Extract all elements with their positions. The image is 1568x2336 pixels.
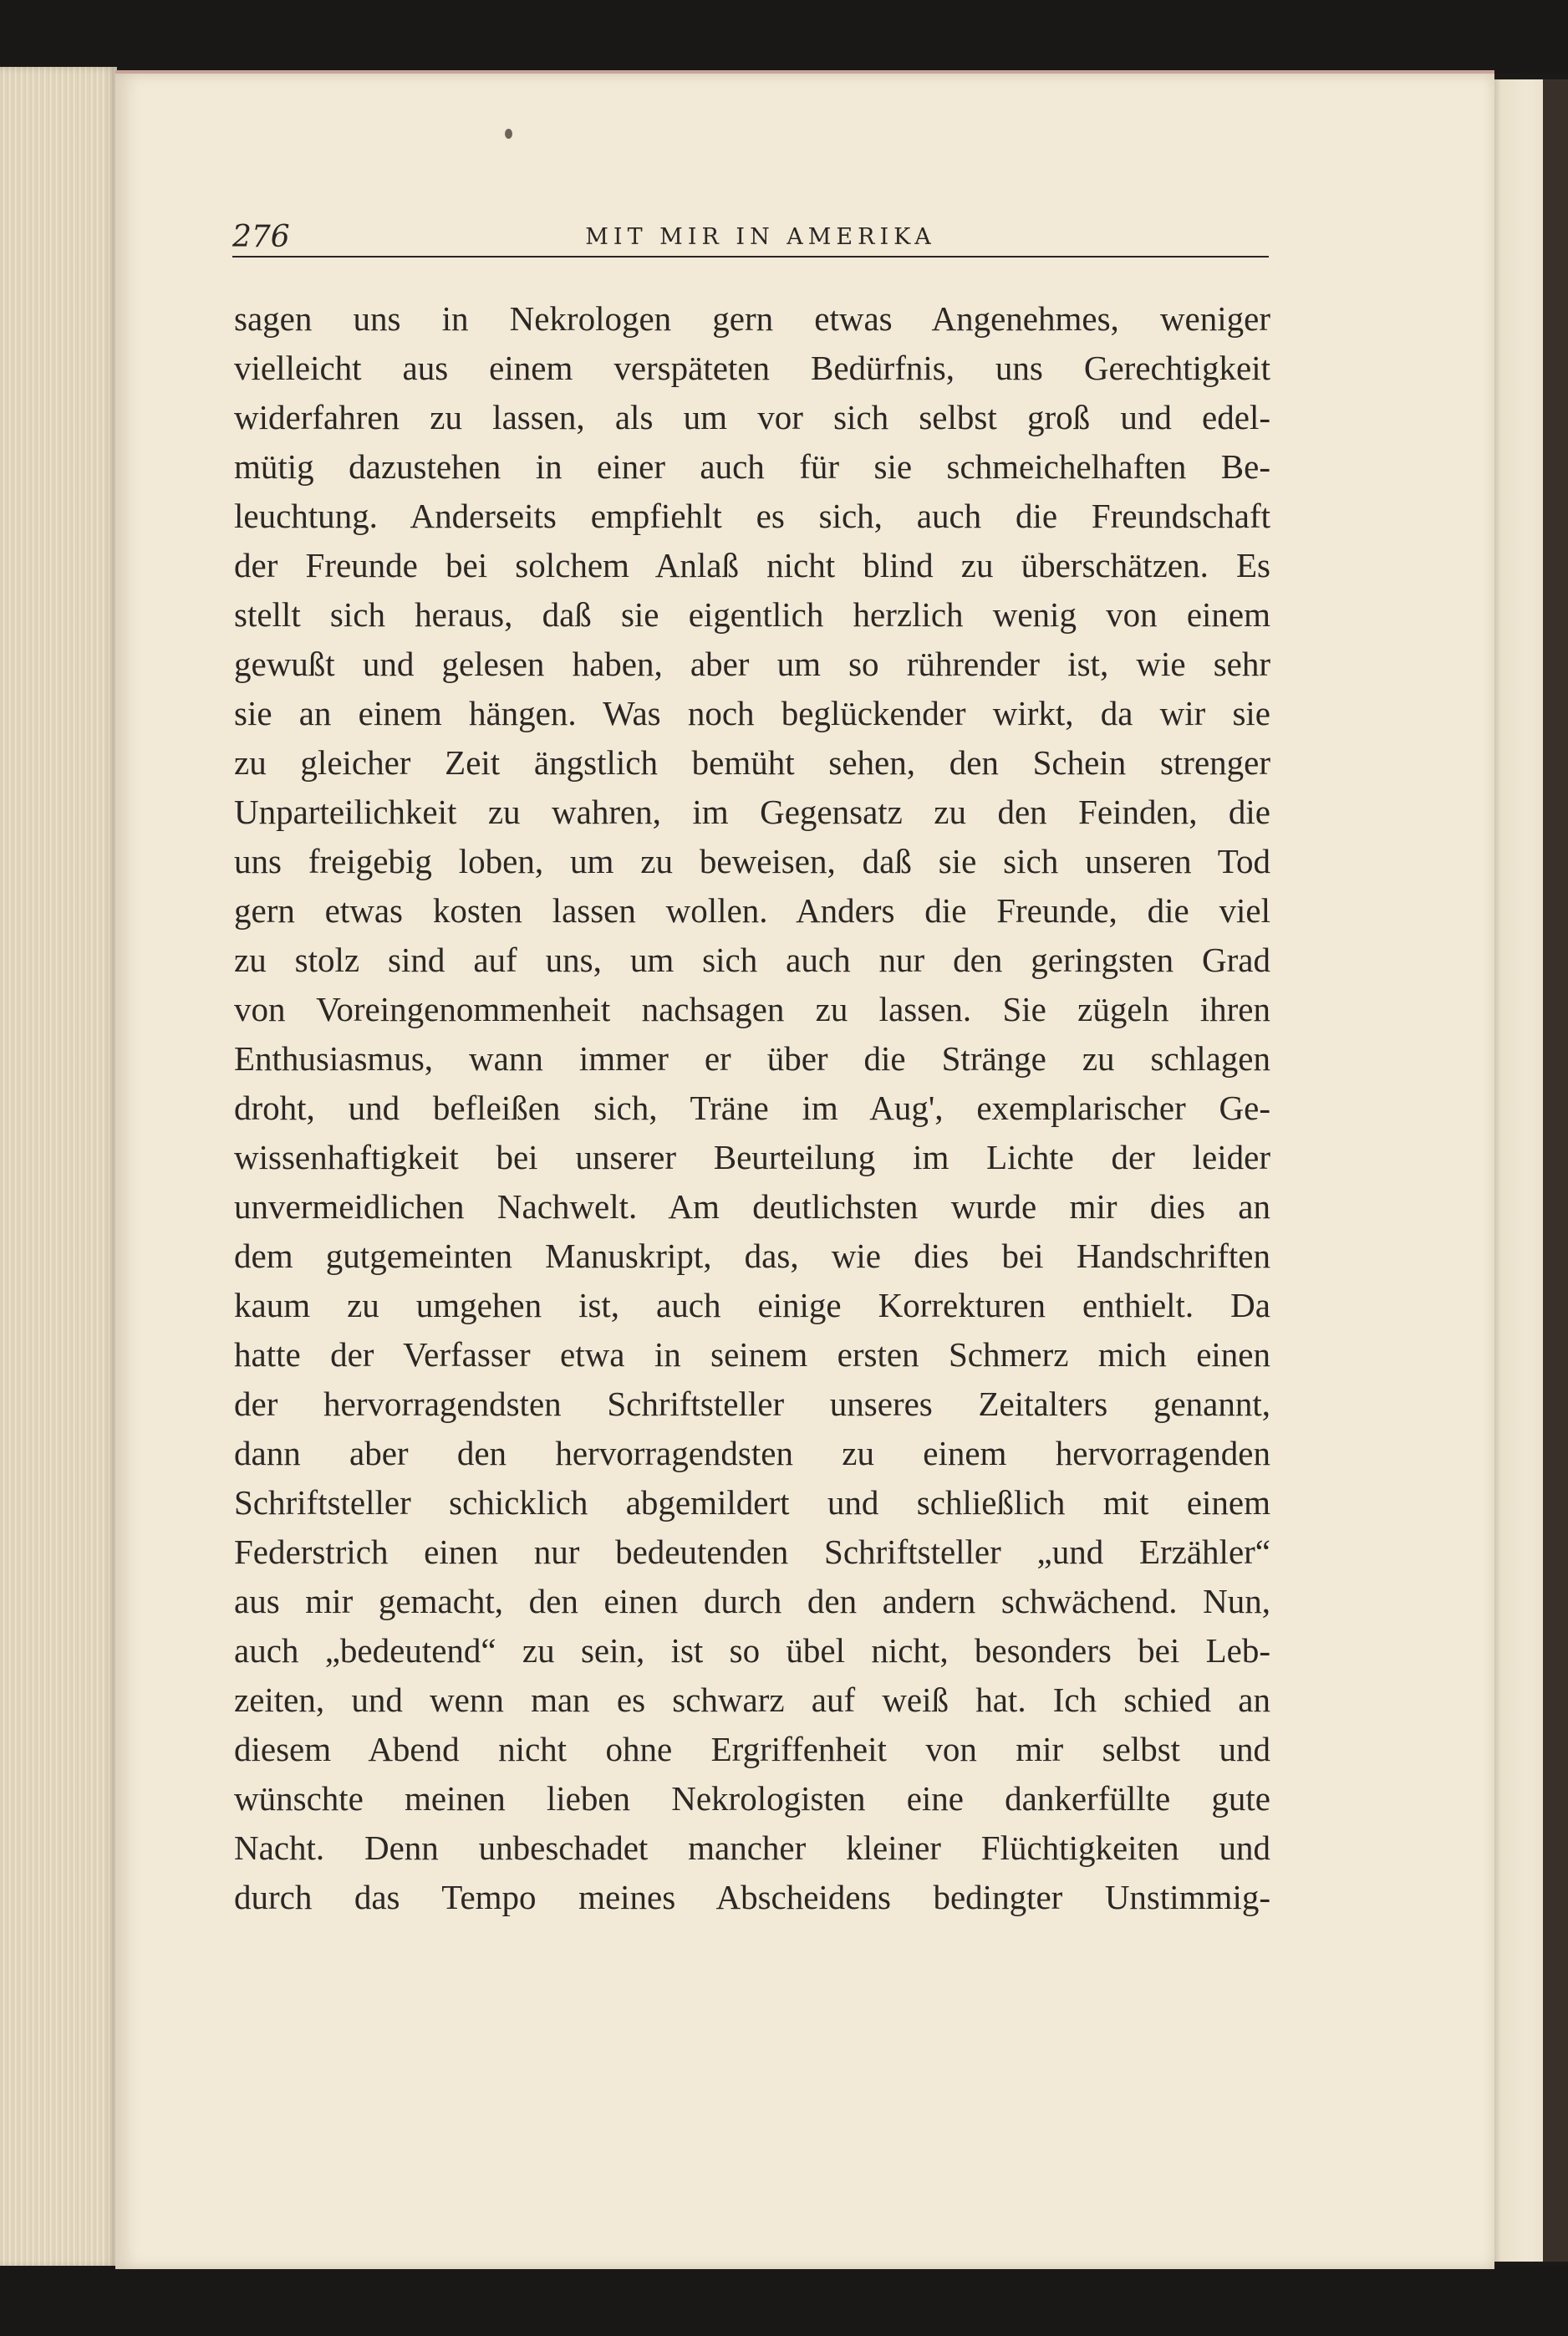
text-line: Enthusiasmus, wann immer er über die Stränge zu schlagen <box>234 1039 1270 1078</box>
text-line: vielleicht aus einem verspäteten Bedürfnis, uns Gerechtigkeit <box>234 349 1270 387</box>
text-line: gern etwas kosten lassen wollen. Anders die Freunde, die viel <box>234 891 1270 930</box>
text-line: von Voreingenommenheit nachsagen zu lassen. Sie zügeln ihren <box>234 990 1270 1028</box>
text-line: auch „bedeutend“ zu sein, ist so übel nicht, besonders bei Leb- <box>234 1631 1270 1670</box>
text-line: hatte der Verfasser etwa in seinem ersten Schmerz mich einen <box>234 1335 1270 1374</box>
background-top <box>0 0 1568 74</box>
text-line: sagen uns in Nekrologen gern etwas Angenehmes, weniger <box>234 299 1270 338</box>
text-line: dann aber den hervorragendsten zu einem hervorragenden <box>234 1434 1270 1472</box>
text-line: zu gleicher Zeit ängstlich bemüht sehen, den Schein strenger <box>234 743 1270 782</box>
text-line: Federstrich einen nur bedeutenden Schriftsteller „und Erzähler“ <box>234 1533 1270 1571</box>
text-line: zu stolz sind auf uns, um sich auch nur den geringsten Grad <box>234 941 1270 979</box>
header-rule <box>232 256 1269 258</box>
running-head <box>232 216 1389 259</box>
text-line: der hervorragendsten Schriftsteller unseres Zeitalters genannt, <box>234 1385 1270 1423</box>
running-title: MIT MIR IN AMERIKA <box>585 224 936 250</box>
background-bottom <box>0 2266 1568 2336</box>
text-line: wissenhaftigkeit bei unserer Beurteilung im Lichte der leider <box>234 1138 1270 1176</box>
text-line: durch das Tempo meines Abscheidens bedingter Unstimmig- <box>234 1878 1270 1916</box>
text-line: dem gutgemeinten Manuskript, das, wie dies bei Handschriften <box>234 1237 1270 1275</box>
book-cover-edge <box>1543 79 1568 2262</box>
text-line: stellt sich heraus, daß sie eigentlich herzlich wenig von einem <box>234 595 1270 634</box>
text-line: zeiten, und wenn man es schwarz auf weiß hat. Ich schied an <box>234 1681 1270 1719</box>
body-text <box>234 294 1270 1922</box>
text-line: leuchtung. Anderseits empfiehlt es sich, auch die Freundschaft <box>234 497 1270 535</box>
page-number: 276 <box>232 220 290 254</box>
text-line: aus mir gemacht, den einen durch den andern schwächend. Nun, <box>234 1582 1270 1620</box>
text-line: mütig dazustehen in einer auch für sie schmeichelhaften Be- <box>234 447 1270 486</box>
text-line: uns freigebig loben, um zu beweisen, daß sie sich unseren Tod <box>234 842 1270 880</box>
text-line: unvermeidlichen Nachwelt. Am deutlichsten wurde mir dies an <box>234 1187 1270 1226</box>
text-line: droht, und befleißen sich, Träne im Aug', exemplarischer Ge- <box>234 1089 1270 1127</box>
text-line: Unparteilichkeit zu wahren, im Gegensatz zu den Feinden, die <box>234 793 1270 831</box>
text-line: widerfahren zu lassen, als um vor sich selbst groß und edel- <box>234 398 1270 436</box>
text-line: wünschte meinen lieben Nekrologisten eine dankerfüllte gute <box>234 1779 1270 1818</box>
text-line: Nacht. Denn unbeschadet mancher kleiner Flüchtigkeiten und <box>234 1829 1270 1867</box>
page-edges-left <box>0 67 117 2267</box>
text-line: diesem Abend nicht ohne Ergriffenheit von mir selbst und <box>234 1730 1270 1768</box>
text-line: der Freunde bei solchem Anlaß nicht blind zu überschätzen. Es <box>234 546 1270 584</box>
text-line: gewußt und gelesen haben, aber um so rührender ist, wie sehr <box>234 645 1270 683</box>
text-line: Schriftsteller schicklich abgemildert und schließlich mit einem <box>234 1483 1270 1522</box>
ink-speck <box>505 129 512 139</box>
text-line: kaum zu umgehen ist, auch einige Korrekturen enthielt. Da <box>234 1286 1270 1324</box>
text-line: sie an einem hängen. Was noch beglückender wirkt, da wir sie <box>234 694 1270 732</box>
